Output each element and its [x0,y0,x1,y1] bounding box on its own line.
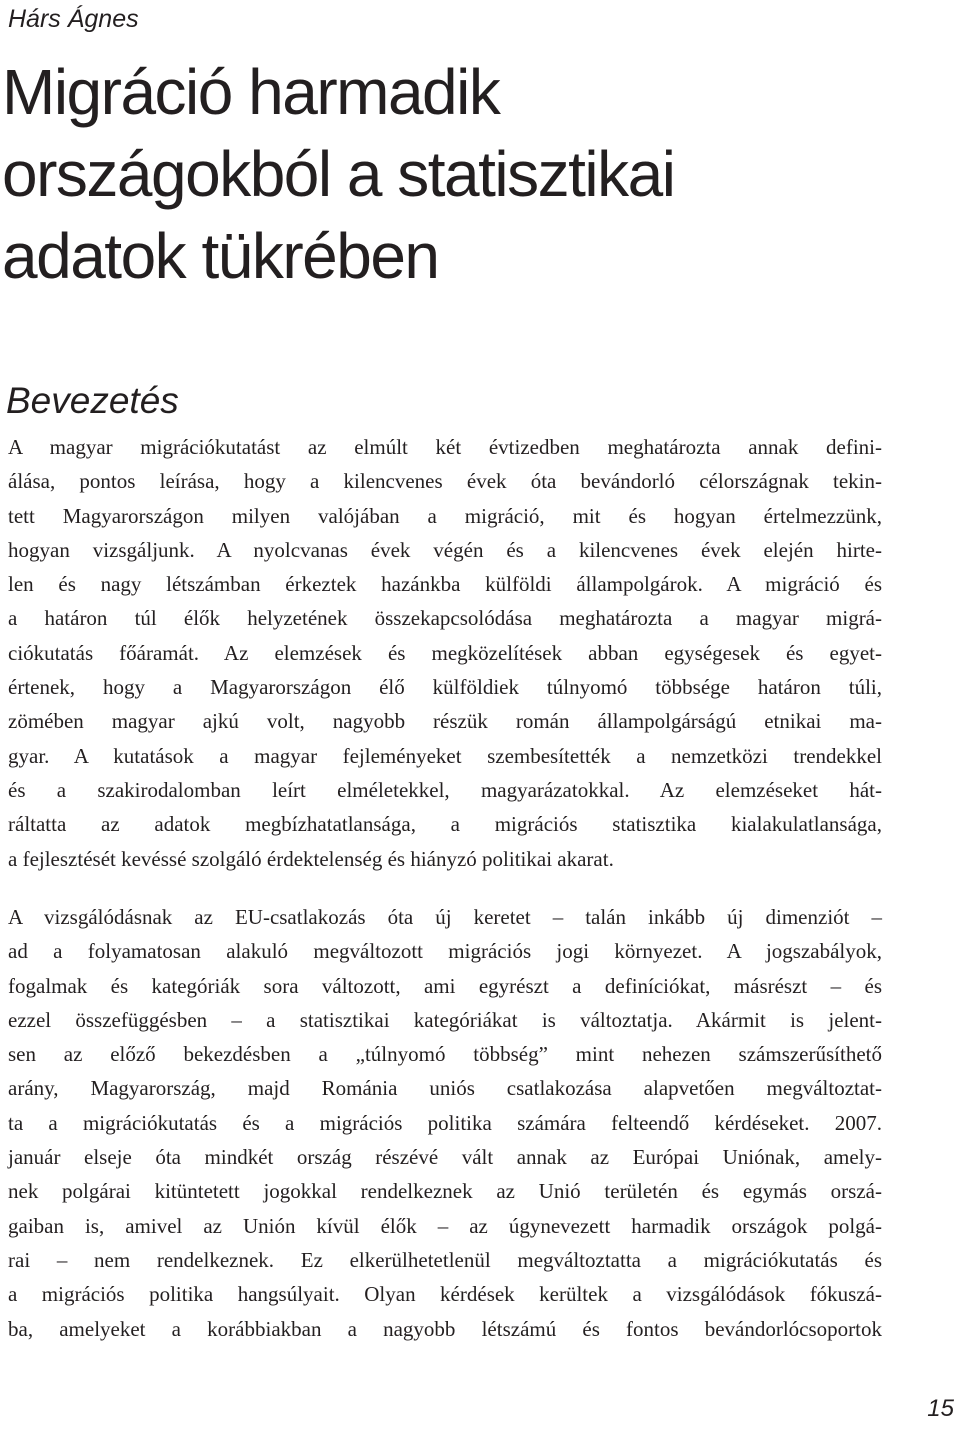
text-line: ad a folyamatosan alakuló megváltozott migrációs jogi környezet. A jogszabályok, [8,939,882,964]
text-line: A magyar migrációkutatást az elmúlt két évtizedben meghatározta annak defini- [8,435,882,459]
body-paragraph [8,900,882,1346]
section-heading: Bevezetés [6,380,179,421]
text-line: gaiban is, amivel az Unión kívül élők – az úgynevezett harmadik országok polgá- [8,1213,882,1238]
text-line: ta a migrációkutatás és a migrációs politika számára felteendő kérdéseket. 2007. [8,1110,882,1135]
text-line: és a szakirodalomban leírt elméletekkel, magyarázatokkal. Az elemzéseket hát- [8,777,882,802]
text-line: ciókutatás főáramát. Az elemzések és megközelítések abban egységesek és egyet- [8,640,882,665]
text-line: rai – nem rendelkeznek. Ez elkerülhetetlenül megváltoztatta a migrációkutatás és [8,1247,882,1272]
body-paragraph [8,430,882,876]
text-line: ba, amelyeket a korábbiakban a nagyobb létszámú és fontos bevándorlócsoportok [8,1316,882,1341]
title-line: országokból a statisztikai [2,138,675,210]
article-title [2,51,674,297]
text-line: ráltatta az adatok megbízhatatlansága, a migrációs statisztika kialakulatlansága, [8,812,882,837]
text-line: a migrációs politika hangsúlyait. Olyan kérdések kerültek a vizsgálódások fókuszá- [8,1282,882,1307]
text-line: hogyan vizsgáljunk. A nyolcvanas évek végén és a kilencvenes évek elején hirte- [8,537,882,562]
page-number: 15 [927,1395,954,1422]
text-line: zömében magyar ajkú volt, nagyobb részük román állampolgárságú etnikai ma- [8,709,882,734]
text-line: január elseje óta mindkét ország részévé vált annak az Európai Uniónak, amely- [8,1145,882,1170]
text-line: arány, Magyarország, majd Románia uniós csatlakozása alapvetően megváltoztat- [8,1076,882,1101]
title-line: Migráció harmadik [2,56,500,128]
text-line: értenek, hogy a Magyarországon élő külföldiek túlnyomó többsége határon túli, [8,675,882,700]
title-line: adatok tükrében [2,220,439,292]
text-line: A vizsgálódásnak az EU-csatlakozás óta új keretet – talán inkább új dimenziót – [8,905,882,929]
text-line: tett Magyarországon milyen valójában a migráció, mit és hogyan értelmezzünk, [8,503,882,528]
text-line: ezzel összefüggésben – a statisztikai kategóriákat is változtatja. Akármit is jelent- [8,1007,882,1032]
text-line: álása, pontos leírása, hogy a kilencvenes évek óta bevándorló célországnak tekin- [8,469,882,494]
text-line: a fejlesztését kevéssé szolgáló érdektelenség és hiányzó politikai akarat. [8,846,614,871]
text-line: gyar. A kutatások a magyar fejleményeket szembesítették a nemzetközi trendekkel [8,743,882,768]
text-line: nek polgárai kitüntetett jogokkal rendelkeznek az Unió területén és egymás orszá- [8,1179,882,1204]
text-line: fogalmak és kategóriák sora változott, ami egyrészt a definíciókat, másrészt – és [8,973,882,998]
text-line: sen az előző bekezdésben a „túlnyomó többség” mint nehezen számszerűsíthető [8,1042,882,1067]
text-line: a határon túl élők helyzetének összekapcsolódása meghatározta a magyar migrá- [8,606,882,631]
text-line: len és nagy létszámban érkeztek hazánkba külföldi állampolgárok. A migráció és [8,572,882,597]
author-name: Hárs Ágnes [8,5,139,33]
